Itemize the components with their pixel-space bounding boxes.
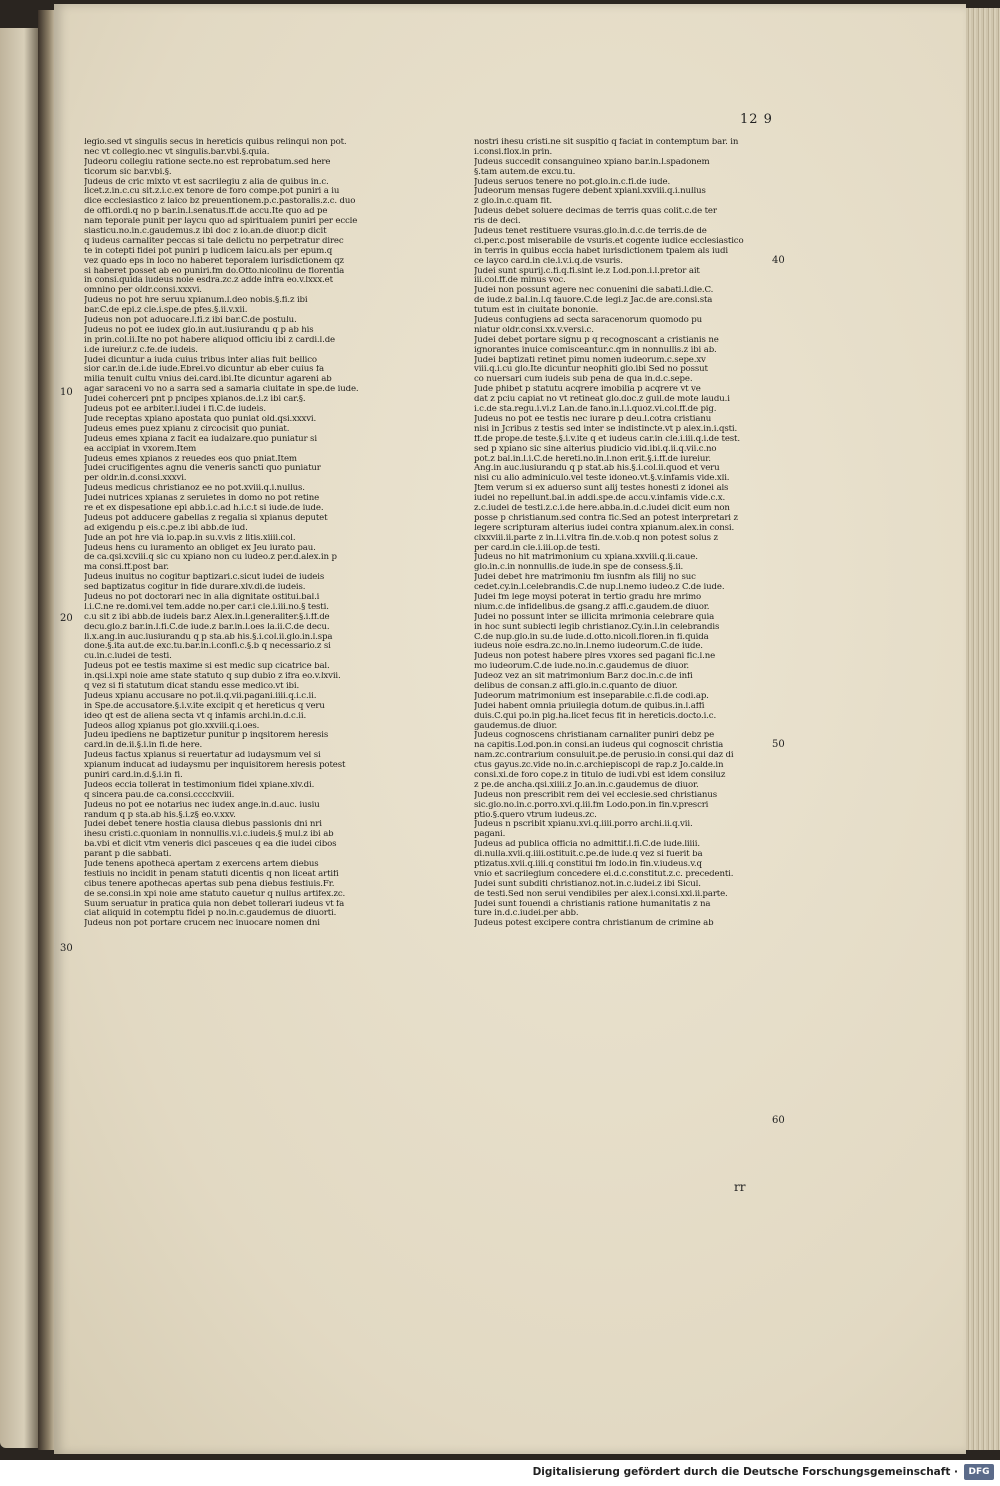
text-line: C.de nup.glo.in su.de iude.d.otto.nicoli.floren.in fi.quida — [474, 632, 709, 642]
text-line: ture in.d.c.iudei.per abb. — [474, 909, 579, 919]
text-line: cu.in.c.iudei de testi. — [84, 652, 172, 662]
text-line: Judeus ad publica officia no admittif.l.fi.C.de iude.liiii. — [474, 840, 700, 850]
text-line: z.c.iudei de testi.z.c.i.de here.abba.in.d.c.iudei dicit eum non — [474, 503, 730, 513]
text-line: Judeos eccia tollerat in testimonium fidei xpiane.xlv.di. — [84, 780, 315, 790]
text-line: Judeus no pot hre seruu xpianum.l.deo nobis.§.fi.z ibi — [84, 296, 308, 306]
text-line: iii.col.ff.de minus voc. — [474, 276, 566, 286]
text-line: legio.sed vt singulis secus in hereticis quibus relinqui non pot. — [84, 138, 347, 147]
text-line: per card.in cle.i.iii.op.de testi. — [474, 543, 601, 553]
text-line: licet.z.in.c.cu sit.z.i.c.ex tenore de foro compe.pot puniri a iu — [84, 187, 340, 197]
text-line: Judeus pot ee arbiter.l.iudei i fi.C.de iudeis. — [84, 405, 266, 415]
text-line: delibus de consan.z affi.glo.in.c.quanto de diuor. — [474, 681, 678, 691]
text-line: ihesu cristi.c.quoniam in nonnullis.v.i.c.iudeis.§ mul.z ibi ab — [84, 830, 334, 840]
signature-mark: rr — [734, 1180, 746, 1194]
text-line: Judei sunt fouendi a christianis ratione humanitatis z na — [474, 899, 711, 909]
text-line: Judeus cognoscens christianam carnaliter puniri debz pe — [474, 731, 715, 741]
text-line: xpianum inducat ad iudaysmu per inquisitorem heresis potest — [84, 761, 346, 771]
text-line: l.i.C.ne re.domi.vel tem.adde no.per car.i cle.i.iii.no.§ testi. — [84, 602, 329, 612]
text-line: niatur oldr.consi.xx.v.versi.c. — [474, 325, 594, 335]
text-line: Judeus medicus christianoz ee no pot.xviii.q.i.nullus. — [84, 484, 305, 494]
text-line: posse p christianum.sed contra fic.Sed an potest interpretari z — [474, 513, 738, 523]
text-line: Judei baptizati retinet pimu nomen iudeorum.c.sepe.xv — [474, 355, 706, 365]
text-line: Judeus potest excipere contra christianum de crimine ab — [474, 919, 714, 929]
text-line: in prin.col.ii.Ite no pot habere aliquod officiu ibi z cardi.l.de — [84, 335, 335, 345]
footer-bar — [0, 1460, 1000, 1486]
text-line: Judei habent omnia priuilegia dotum.de quibus.in.l.affi — [474, 701, 705, 711]
text-line: cibus tenere apothecas apertas sub pena diebus festiuis.Fr. — [84, 879, 335, 889]
text-line: ba.vbi et dicit vtm veneris dici pasceues q ea die iudei cibos — [84, 840, 337, 850]
text-line: ignorantes inuice comisceantur.c.qm in nonnullis.z ibi ab. — [474, 345, 717, 355]
left-page-edge — [0, 28, 40, 1448]
text-line: pot.z bal.in.l.i.C.de hereti.no.in.l.non erit.§.i.ff.de iureiur. — [474, 454, 711, 464]
text-line: de iude.z bal.in.l.q fauore.C.de legi.z Jac.de are.consi.sta — [474, 296, 713, 306]
text-line: gaudemus.de diuor. — [474, 721, 558, 731]
text-line: Jude receptas xpiano apostata quo puniat old.qsi.xxxvi. — [84, 414, 317, 424]
text-line: Judeus no pot ee testis nec iurare p deu.l.cotra cristianu — [474, 414, 712, 424]
text-line: de testi.Sed non serui vendibiles per alex.i.consi.xxi.ii.parte. — [474, 889, 728, 899]
text-line: ff.de prope.de teste.§.i.v.ite q et iudeus car.in cle.i.iii.q.i.de test. — [474, 434, 740, 444]
text-line: Judeus factus xpianus si reuertatur ad iudaysmum vel si — [84, 751, 321, 761]
text-line: nam.zc.contrarium consuluit.pe.de perusio.in consi.qui daz di — [474, 751, 734, 761]
text-line: per oldr.in.d.consi.xxxvi. — [84, 474, 187, 484]
text-line: ma consi.ff.post bar. — [84, 563, 169, 573]
text-line: §.tam autem.de excu.tu. — [474, 167, 576, 177]
text-line: Judei sunt spurij.c.fi.q.fi.sint le.z Lod.pon.i.l.pretor ait — [474, 266, 700, 276]
text-line: Jude an pot hre viā io.pap.in su.v.vis z litis.xiiii.col. — [84, 533, 296, 543]
text-line: Judeu ipediens ne baptizetur punitur p inqsitorem heresis — [84, 731, 329, 741]
text-line: nec vt collegio.nec vt singulis.bar.vbi.§.quia. — [84, 147, 270, 157]
text-line: Judeus no pot doctorari nec in alia dignitate ostitui.bal.i — [84, 592, 320, 602]
text-line: i.consi.flox.in prin. — [474, 147, 553, 157]
text-line: nam teporale punit per laycu quo ad spiritualem puniri per eccle — [84, 217, 358, 227]
text-line: in terris in quibus eccia habet iurisdictionem tpalem als iudi — [474, 246, 728, 256]
text-line: c.u sit z ibi abb.de iudeis bar.z Alex.in.l.generaliter.§.i.ff.de — [84, 612, 330, 622]
text-line: ad exigendu p eis.c.pe.z ibi abb.de iud. — [84, 523, 248, 533]
text-line: Judeus tenet restituere vsuras.glo.in.d.c.de terris.de de — [474, 227, 707, 237]
text-line: Judeos allog xpianus pot glo.xxviii.q.i.oes. — [84, 721, 260, 731]
text-line: Judeus no pot ee notarius nec iudex ange.in.d.auc. iusiu — [84, 800, 320, 810]
text-line: ci.per.c.post miserabile de vsuris.et cogente iudice ecclesiastico — [474, 236, 744, 246]
text-line: z pe.de ancha.qsi.xiiii.z Jo.an.in.c.gaudemus de diuor. — [474, 780, 699, 790]
text-line: ris de deci. — [474, 217, 521, 227]
margin-number: 50 — [772, 739, 785, 750]
right-text-column — [474, 138, 768, 929]
margin-number: 10 — [60, 387, 73, 398]
text-line: re et ex dispesatione epi abb.i.c.ad h.i.c.t si iude.de iude. — [84, 503, 324, 513]
text-line: ce layco card.in cle.i.v.i.q.de vsuris. — [474, 256, 623, 266]
text-line: Judeus pot adducere gabellas z regalia si xpianus deputet — [84, 513, 328, 523]
text-line: done.§.ita aut.de exc.tu.bar.in.i.confi.c.§.b q necessario.z si — [84, 642, 331, 652]
text-line: ctus gayus.zc.vide no.in.c.archiepiscopi de rap.z Jo.calde.in — [474, 761, 724, 771]
text-line: clxxviii.ii.parte z in.l.i.vltra fin.de.v.ob.q non potest solus z — [474, 533, 718, 543]
text-line: Suum seruatur in pratica quia non debet tollerari iudeus vt fa — [84, 899, 345, 909]
text-line: iudei no repellunt.bal.in addi.spe.de accu.v.infamis vide.c.x. — [474, 494, 726, 504]
text-line: Jude phibet p statutu acqrere imobilia p acqrere vt ve — [474, 385, 701, 395]
left-text-column — [84, 138, 378, 929]
text-line: nium.c.de infidelibus.de gsang.z affi.c.gaudem.de diuor. — [474, 602, 710, 612]
text-line: milia tenuit cultu vnius dei.card.ibi.Ite dicuntur agareni ab — [84, 375, 332, 385]
text-line: te in cotepti fidei pot puniri p iudicem laicu.als per epum.q — [84, 246, 333, 256]
text-line: q sincera pau.de ca.consi.cccclxviii. — [84, 790, 235, 800]
text-line: mo iudeorum.C.de iude.no.in.c.gaudemus de diuor. — [474, 662, 689, 672]
text-line: cedet.cy.in.l.celebrandis.C.de nup.l.nemo iudeo.z C.de iude. — [474, 583, 725, 593]
text-line: co nuersari cum iudeis sub pena de qua in.d.c.sepe. — [474, 375, 693, 385]
text-line: duis.C.qui po.in pig.ha.licet fecus fit in hereticis.docto.i.c. — [474, 711, 717, 721]
text-line: si haberet posset ab eo puniri.fm do.Otto.nicolinu de florentia — [84, 266, 345, 276]
text-line: randum q p sta.ab his.§.i.z§ eo.v.xxv. — [84, 810, 236, 820]
text-line: li.x.ang.in auc.iusiurandu q p sta.ab his.§.i.col.ii.glo.in.l.spa — [84, 632, 333, 642]
text-line: nisi in Jcribus z testis sed inter se indistincte.vt p alex.in.i.qsti. — [474, 424, 738, 434]
text-line: ticorum sic bar.vbi.§. — [84, 167, 172, 177]
text-line: Judeus xpianu accusare no pot.ii.q.vii.pagani.iiii.q.i.c.ii. — [84, 691, 317, 701]
text-line: consi.xi.de foro cope.z in titulo de iudi.vbi est idem consiluz — [474, 771, 726, 780]
text-line: Judeus emes xpianos z reuedes eos quo pniat.Item — [84, 454, 297, 464]
text-line: Jtem verum si ex aduerso sunt alij testes honesti z idonei als — [474, 484, 729, 494]
text-line: Ang.in auc.iusiurandu q p stat.ab his.§.i.col.ii.quod et veru — [474, 464, 720, 474]
text-line: festiuis no incidit in penam statuti dicentis q non liceat artifi — [84, 869, 339, 879]
text-line: glo.in.c.in nonnullis.de iude.in spe de consess.§.ii. — [474, 563, 684, 573]
text-line: dat z pciu capiat no vt retineat glo.doc.z guil.de mote laudu.i — [474, 395, 730, 405]
text-line: z glo.in.c.quam fit. — [474, 197, 552, 207]
text-line: dice ecclesiastico z laico bz preuentionem.p.c.pastoralis.z.c. duo — [84, 197, 356, 207]
text-line: puniri card.in.d.§.i.in fi. — [84, 771, 183, 780]
text-line: omnino per oldr.consi.xxxvi. — [84, 286, 202, 296]
text-line: Judei crucifigentes agnu die veneris sancti quo puniatur — [84, 464, 321, 474]
text-line: Judeus emes xpiana z facit ea iudaizare.quo puniatur si — [84, 434, 317, 444]
text-line: Judei non possunt agere nec conuenini die sabati.l.die.C. — [474, 286, 714, 296]
text-line: Judeoru collegiu ratione secte.no est reprobatum.sed here — [84, 157, 331, 167]
text-line: legere scripturam alterius iudei contra xpianum.alex.in consi. — [474, 523, 735, 533]
text-line: Judei nutrices xpianas z seruietes in domo no pot retine — [84, 494, 320, 504]
text-line: Judeus non potest habere plres vxores sed pagani fic.l.ne — [474, 652, 716, 662]
text-line: ciat aliquid in cotemptu fidei p no.in.c.gaudemus de diuorti. — [84, 909, 337, 919]
text-line: Judei debet portare signu p q recognoscant a cristianis ne — [474, 335, 719, 345]
text-line: bar.C.de epi.z cle.i.spe.de pfes.§.ii.v.xii. — [84, 306, 248, 316]
text-line: ea accipiat in vxorem.Item — [84, 444, 197, 454]
text-line: q iudeus carnaliter peccas si tale delictu no perpetratur direc — [84, 236, 344, 246]
text-line: in hoc sunt subiecti legib christianoz.Cy.in.l.in celebrandis — [474, 622, 720, 632]
text-line: ideo qt est de aliena secta vt q infamis archi.in.d.c.ii. — [84, 711, 307, 721]
margin-number: 60 — [772, 1115, 785, 1126]
text-line: viii.q.i.cu glo.Ite dicuntur neophiti glo.ibi Sed no possut — [474, 365, 708, 375]
margin-number: 40 — [772, 255, 785, 266]
text-line: Judei coherceri pnt p pncipes xpianos.de.i.z ibi car.§. — [84, 395, 306, 405]
text-line: in Spe.de accusatore.§.i.v.ite excipit q et hereticus q veru — [84, 701, 325, 711]
text-line: ptizatus.xvii.q.iiii.q constitui fm lodo.in fin.v.iudeus.v.q — [474, 860, 702, 870]
page-stack-edge — [966, 8, 1000, 1450]
text-line: vnio et sacrilegium concedere ei.d.c.constitut.z.c. precedenti. — [474, 869, 734, 879]
folio-number: 12 9 — [740, 112, 773, 127]
text-line: de ca.qsi.xcviii.q sic cu xpiano non cu iudeo.z per.d.alex.in p — [84, 553, 337, 563]
text-line: Judeus non prescribit rem dei vel ecclesie.sed christianus — [474, 790, 717, 800]
text-line: pagani. — [474, 830, 506, 840]
text-line: card.in de.ii.§.i.in fi.de here. — [84, 741, 203, 751]
text-line: in.qsi.i.xpi noie ame state statuto q sup dubio z ifra eo.v.lxvii. — [84, 672, 341, 682]
margin-number: 20 — [60, 613, 73, 624]
text-line: Jude tenens apothecā apertam z exercens artem diebus — [84, 860, 319, 870]
text-line: sed baptizatus cogitur in fide durare.xlv.di.de iudeis. — [84, 583, 306, 593]
text-line: Judeus hens cu iuramento an obliget ex Jeu iurato pau. — [84, 543, 316, 553]
text-line: Judeus de cric mixto vt est sacrilegiu z alia de quibus in.c. — [84, 177, 329, 187]
text-line: Judei debet hre matrimoniu fm iusnfm als filij no suc — [474, 573, 696, 583]
footer-credit: Digitalisierung gefördert durch die Deutsche Forschungsgemeinschaft · — [532, 1466, 958, 1478]
text-line: Judeus emes puez xpianu z circocisit quo puniat. — [84, 424, 290, 434]
text-line: decu.glo.z bar.in.l.fi.C.de iude.z bar.in.l.oes la.ii.C.de decu. — [84, 622, 330, 632]
text-line: iudeus noie esdra.zc.no.in.l.nemo iudeorum.C.de iude. — [474, 642, 703, 652]
text-line: sior car.in de.i.de iude.Ebrei.vo dicuntur ab eber cuius fa — [84, 365, 325, 375]
text-line: na capitis.Lod.pon.in consi.an iudeus qui cognoscit christia — [474, 741, 724, 751]
text-line: Judei no possunt inter se illicita mrimonia celebrare quia — [474, 612, 715, 622]
dfg-logo: DFG — [964, 1464, 994, 1480]
text-line: sic.glo.no.in.c.porro.xvi.q.iii.fm Lodo.pon.in fin.v.prescri — [474, 800, 709, 810]
text-line: q vez si fi statutum dicat standu esse medico.vt ibi. — [84, 681, 300, 691]
text-line: sed p xpiano sic sine alterius piudicio vid.ibi.q.ii.q.vii.c.no — [474, 444, 717, 454]
text-line: de se.consi.in xpi noie ame statuto cauetur q nullus artifex.zc. — [84, 889, 346, 899]
text-line: Judei debet tenere hostia clausa diebus passionis dni nri — [84, 820, 322, 830]
text-line: i.c.de sta.regu.i.vi.z Lan.de fano.in.l.i.quoz.vi.col.ff.de pig. — [474, 405, 717, 415]
text-line: Judeus debet soluere decimas de terris quas colit.c.de ter — [474, 207, 717, 217]
text-line: Judeus seruos tenere no pot.glo.in.c.fi.de iude. — [474, 177, 671, 187]
text-line: Judeoz vez an sit matrimonium Bar.z doc.in.c.de infi — [474, 672, 693, 682]
text-line: in consi.quida iudeus noie esdra.zc.z adde infra eo.v.lxxx.et — [84, 276, 333, 286]
text-line: Judeus no pot ee iudex glo.in aut.iusiurandu q p ab his — [84, 325, 314, 335]
text-line: Judei sunt subditi christianoz.not.in.c.iudei.z ibi Sicul. — [474, 879, 701, 889]
text-line: siasticu.no.in.c.gaudemus.z ibi doc z io.an.de diuor.p dicit — [84, 227, 327, 237]
text-line: i.de iureiur.z c.fe.de iudeis. — [84, 345, 198, 355]
text-line: Judeus non pot aduocare.l.fi.z ibi bar.C.de postulu. — [84, 316, 297, 326]
text-line: Judeus non pot portare crucem nec inuocare nomen dni — [84, 919, 320, 929]
text-line: tutum est in ciuitate bononie. — [474, 306, 599, 316]
text-line: nisi cu alio adminiculo.vel teste idoneo.vt.§.v.infamis vide.xli. — [474, 474, 730, 484]
text-line: nostri ihesu cristi.ne sit suspitio q faciat in contemptum bar. in — [474, 138, 739, 147]
text-line: Judeus inuitus no cogitur baptizari.c.sicut iudei de iudeis — [84, 573, 325, 583]
text-line: Judeorum matrimonium est inseparabile.c.fi.de codi.ap. — [474, 691, 709, 701]
text-line: Judei fm lege moysi poterat in tertio gradu hre mrimo — [474, 592, 702, 602]
text-line: Judeus no hit matrimonium cu xpiana.xxviii.q.ii.caue. — [474, 553, 698, 563]
text-line: Judei dicuntur a iuda cuius tribus inter alias fuit bellico — [84, 355, 317, 365]
text-line: Judeus n pscribit xpianu.xvi.q.iiii.porro archi.ii.q.vii. — [474, 820, 693, 830]
text-line: ptio.§.quero vtrum iudeus.zc. — [474, 810, 597, 820]
margin-number: 30 — [60, 943, 73, 954]
text-line: Judeorum mensas fugere debent xpiani.xxviii.q.i.nullus — [474, 187, 706, 197]
text-line: vez quado eps in loco no haberet teporalem iurisdictionem qz — [84, 256, 344, 266]
text-line: agar saraceni vo no a sarra sed a samaria ciuitate in spe.de iude. — [84, 385, 359, 395]
text-line: Judeus pot ee testis maxime si est medic sup cicatrice bal. — [84, 662, 330, 672]
text-line: parant p die sabbati. — [84, 850, 172, 860]
text-line: di.nulla.xvii.q.iiii.ostituit.c.pe.de iude.q vez si fuerit ba — [474, 850, 703, 860]
text-line: Judeus succedit consanguineo xpiano bar.in.l.spadonem — [474, 157, 710, 167]
text-line: de offi.ordi.q no p bar.in.l.senatus.ff.de accu.Ite quo ad pe — [84, 207, 328, 217]
text-line: Judeus confugiens ad secta saracenorum quomodo pu — [474, 316, 702, 326]
